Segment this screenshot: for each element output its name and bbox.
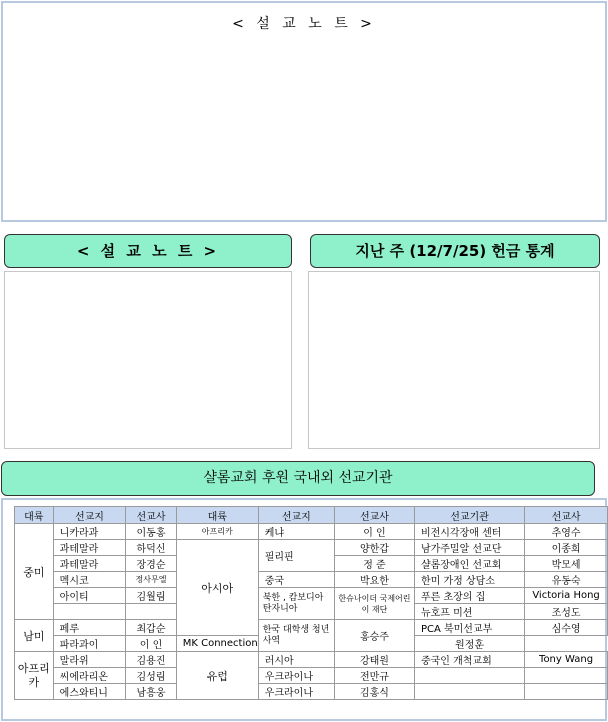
missionary-cell: Tony Wang <box>525 652 608 668</box>
missionary-cell: 이종희 <box>525 540 608 556</box>
header-cell: 대륙 <box>15 507 54 524</box>
country-cell: 멕시코 <box>53 572 126 588</box>
missionary-cell: 김홍식 <box>335 684 415 700</box>
header-cell: 선교사 <box>335 507 415 524</box>
organization-cell: PCA 북미선교부 <box>414 620 524 636</box>
header-cell: 선교사 <box>525 507 608 524</box>
country-cell: 과테말라 <box>53 556 126 572</box>
table-row <box>15 652 608 668</box>
missionary-cell: 조성도 <box>525 604 608 620</box>
country-cell: 과테말라 <box>53 540 126 556</box>
organization-cell <box>414 684 524 700</box>
table-row <box>15 588 608 604</box>
country-cell: 씨에라리온 <box>53 668 126 684</box>
missionary-cell: 양한갑 <box>335 540 415 556</box>
organization-cell: MK Connection <box>176 636 258 652</box>
country-cell: 니카라과 <box>53 524 126 540</box>
missions-tab: 샬롬교회 후원 국내외 선교기관 <box>1 461 595 496</box>
country-cell: 한국 대학생 청년 사역 <box>258 620 334 652</box>
country-cell: 우크라이나 <box>258 668 334 684</box>
missions-table <box>14 506 608 700</box>
missionary-cell: 김월림 <box>126 588 176 604</box>
table-row <box>15 684 608 700</box>
offering-stats-tab: 지난 주 (12/7/25) 헌금 통계 <box>310 234 600 268</box>
table-row <box>15 540 608 556</box>
missionary-cell: 장경순 <box>126 556 176 572</box>
missionary-cell: 한슈나이더 국제어린이 재단 <box>335 588 415 620</box>
header-cell: 선교지 <box>53 507 126 524</box>
table-row <box>15 668 608 684</box>
country-cell: 페루 <box>53 620 126 636</box>
missionary-cell: 이 인 <box>335 524 415 540</box>
region-cell: 아프리카 <box>15 652 54 700</box>
table-header-row <box>15 507 608 524</box>
organization-cell: 뉴호프 미션 <box>414 604 524 620</box>
country-cell: 말라위 <box>53 652 126 668</box>
missionary-cell: 홍승주 <box>335 620 415 652</box>
missionary-cell: 박요한 <box>335 572 415 588</box>
country-cell: 필리핀 <box>258 540 334 572</box>
organization-cell: 한미 가정 상담소 <box>414 572 524 588</box>
table-row <box>15 620 608 636</box>
organization-cell: 남가주밀알 선교단 <box>414 540 524 556</box>
header-cell: 대륙 <box>176 507 258 524</box>
missionary-cell: 이 인 <box>126 636 176 652</box>
missionary-cell: 심수영 <box>525 620 608 636</box>
header-cell: 선교지 <box>258 507 334 524</box>
organization-cell: 중국인 개척교회 <box>414 652 524 668</box>
missionary-cell: 하덕신 <box>126 540 176 556</box>
top-sermon-title: < 설 교 노 트 > <box>232 16 376 32</box>
table-row <box>15 524 608 540</box>
organization-cell: 비전시각장애 센터 <box>414 524 524 540</box>
country-cell: 케냐 <box>258 524 334 540</box>
missionary-cell: 정사무엘 <box>126 572 176 588</box>
table-row <box>15 572 608 588</box>
missionary-cell <box>126 604 176 620</box>
missionary-cell: 박모세 <box>525 556 608 572</box>
country-cell: 파라과이 <box>53 636 126 652</box>
offering-stats-panel <box>308 271 600 449</box>
missionary-cell: 정 준 <box>335 556 415 572</box>
country-cell: 중국 <box>258 572 334 588</box>
organization-cell: 샬롬장애인 선교회 <box>414 556 524 572</box>
missionary-cell: 유동숙 <box>525 572 608 588</box>
country-cell: 북한 , 캄보디아 탄자니아 <box>258 588 334 620</box>
region-cell: 아프리카 <box>176 524 258 540</box>
missionary-cell: 이동홍 <box>126 524 176 540</box>
missionary-cell: 김용진 <box>126 652 176 668</box>
country-cell: 러시아 <box>258 652 334 668</box>
header-cell: 선교기관 <box>414 507 524 524</box>
missionary-cell: 남흥웅 <box>126 684 176 700</box>
header-cell: 선교사 <box>126 507 176 524</box>
sermon-note-panel <box>4 271 292 449</box>
missionary-cell: 김성림 <box>126 668 176 684</box>
region-cell: 중미 <box>15 524 54 620</box>
region-cell: 아시아 <box>176 540 258 636</box>
missionary-cell: Victoria Hong <box>525 588 608 604</box>
missionary-cell: 원정훈 <box>414 636 524 652</box>
country-cell: 우크라이나 <box>258 684 334 700</box>
region-cell: 유럽 <box>176 652 258 700</box>
sermon-note-top-box <box>1 1 607 222</box>
country-cell: 아이티 <box>53 588 126 604</box>
organization-cell <box>414 668 524 684</box>
missionary-cell: 전만규 <box>335 668 415 684</box>
missionary-cell <box>525 684 608 700</box>
missionary-cell: 추영수 <box>525 524 608 540</box>
country-cell <box>53 604 126 620</box>
sermon-note-tab: < 설 교 노 트 > <box>4 234 292 268</box>
missionary-cell: 최갑순 <box>126 620 176 636</box>
organization-cell: 푸른 초장의 집 <box>414 588 524 604</box>
missionary-cell <box>525 668 608 684</box>
missionary-cell: 강태원 <box>335 652 415 668</box>
region-cell: 남미 <box>15 620 54 652</box>
country-cell: 에스와티니 <box>53 684 126 700</box>
